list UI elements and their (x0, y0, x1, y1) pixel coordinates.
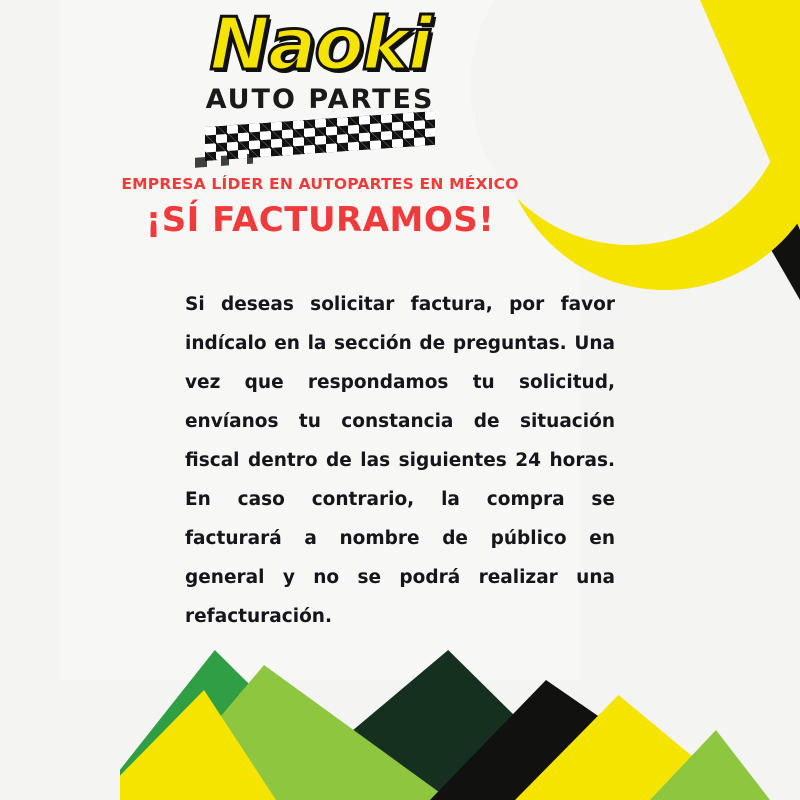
body-text: Si deseas solicitar factura, por favor indícalo en la sección de preguntas. Una vez que respondamos tu solicitud, envíanos tu constancia de situación fiscal dentro de las siguientes 24 horas. En caso contrario, la compra se facturará a nombre de público en general y no se podrá realizar una refacturación. (185, 294, 615, 627)
brand-header (100, 2, 540, 193)
brand-name: Naoki (209, 2, 431, 86)
brand-subtitle: AUTO PARTES (205, 84, 435, 115)
headline: ¡SÍ FACTURAMOS! (145, 200, 495, 240)
brand-tagline: EMPRESA LÍDER EN AUTOPARTES EN MÉXICO (121, 175, 519, 193)
bottom-shape-paper-left (0, 740, 120, 800)
